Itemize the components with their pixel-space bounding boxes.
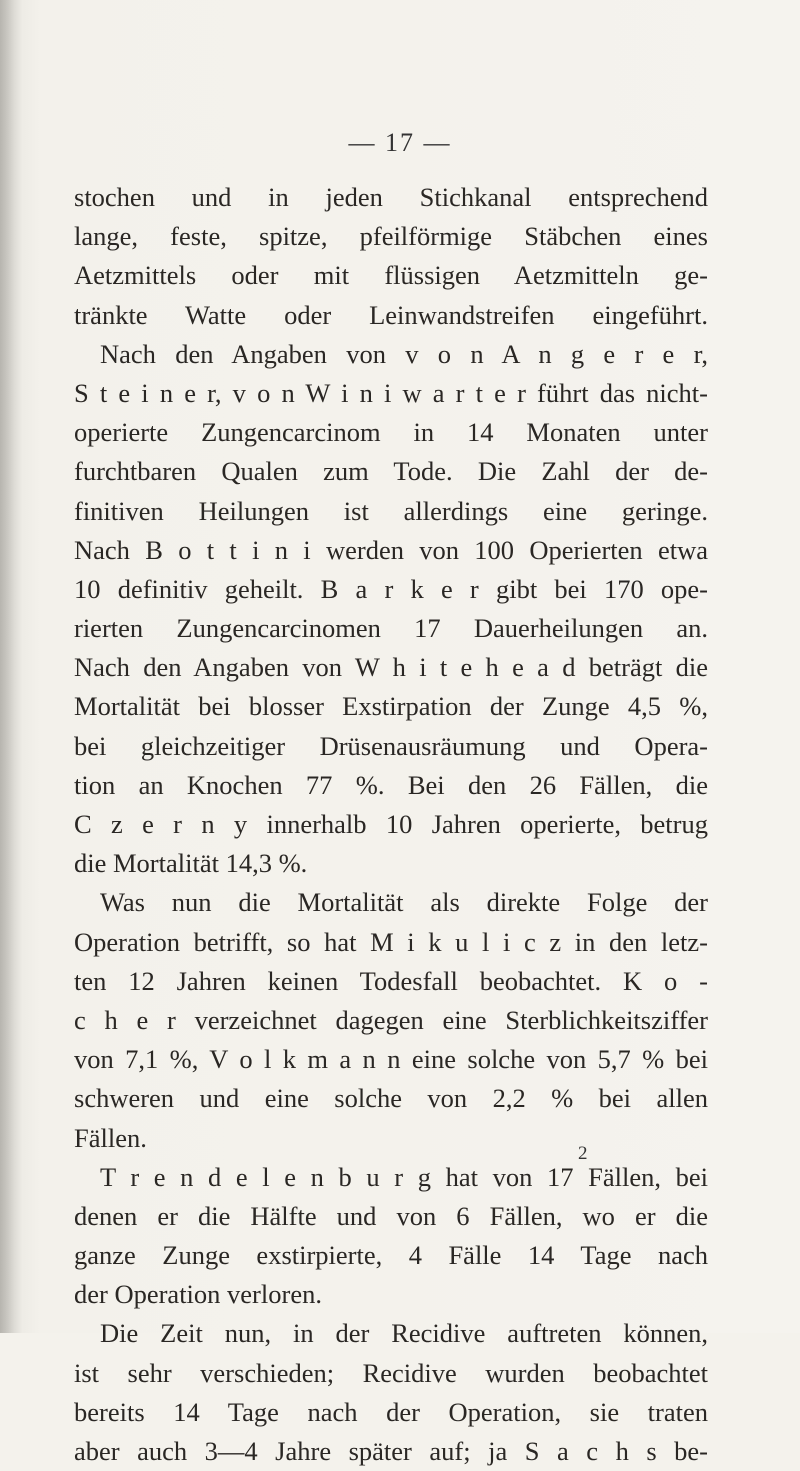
- text-line: der Operation verloren.: [74, 1279, 322, 1310]
- text-line: Nach den Angaben von v o n A n g e r e r,: [100, 338, 708, 369]
- text-line: ist sehr verschieden; Recidive wurden beobachtet: [74, 1357, 708, 1388]
- text-line: Was nun die Mortalität als direkte Folge der: [100, 887, 708, 918]
- text-line: c h e r verzeichnet dagegen eine Sterblichkeitsziffer: [74, 1004, 708, 1035]
- text-line: rierten Zungencarcinomen 17 Dauerheilungen an.: [74, 613, 708, 644]
- binding-edge-shadow: [0, 0, 22, 1333]
- body-text: [74, 178, 708, 1471]
- text-line: bei gleichzeitiger Drüsenausräumung und Opera-: [74, 730, 708, 761]
- text-line: schweren und eine solche von 2,2 % bei allen: [74, 1083, 708, 1114]
- text-line: C z e r n y innerhalb 10 Jahren operierte, betrug: [74, 809, 708, 839]
- text-line: stochen und in jeden Stichkanal entsprechend: [74, 182, 708, 212]
- text-line: furchtbaren Qualen zum Tode. Die Zahl der de-: [74, 456, 708, 487]
- text-line: ten 12 Jahren keinen Todesfall beobachtet. K o -: [74, 965, 708, 996]
- text-line: T r e n d e l e n b u r g hat von 17 Fällen, bei: [100, 1161, 708, 1192]
- text-line: 10 definitiv geheilt. B a r k e r gibt bei 170 ope-: [74, 573, 708, 604]
- text-line: Nach den Angaben von W h i t e h e a d beträgt die: [74, 652, 708, 683]
- text-line: Mortalität bei blosser Exstirpation der Zunge 4,5 %,: [74, 691, 708, 722]
- signature-mark: 2: [578, 1143, 588, 1164]
- text-line: Aetzmittels oder mit flüssigen Aetzmitteln ge-: [74, 260, 708, 291]
- text-line: von 7,1 %, V o l k m a n n eine solche von 5,7 % bei: [74, 1044, 708, 1075]
- text-line: tion an Knochen 77 %. Bei den 26 Fällen, die: [74, 769, 708, 800]
- text-line: die Mortalität 14,3 %.: [74, 848, 308, 879]
- text-line: Nach B o t t i n i werden von 100 Operierten etwa: [74, 534, 708, 565]
- text-line: operierte Zungencarcinom in 14 Monaten unter: [74, 417, 708, 448]
- text-line: ganze Zunge exstirpierte, 4 Fälle 14 Tage nach: [74, 1240, 708, 1271]
- text-line: Die Zeit nun, in der Recidive auftreten können,: [100, 1318, 708, 1349]
- text-line: Fällen.: [74, 1122, 147, 1153]
- text-line: aber auch 3—4 Jahre später auf; ja S a c h s be-: [74, 1436, 708, 1466]
- text-line: lange, feste, spitze, pfeilförmige Stäbchen eines: [74, 221, 708, 252]
- text-line: tränkte Watte oder Leinwandstreifen eingeführt.: [74, 299, 708, 330]
- running-head: — 17 —: [348, 128, 452, 157]
- text-line: denen er die Hälfte und von 6 Fällen, wo er die: [74, 1200, 708, 1231]
- text-line: finitiven Heilungen ist allerdings eine geringe.: [74, 495, 708, 526]
- text-line: S t e i n e r, v o n W i n i w a r t e r führt das nicht-: [74, 377, 708, 408]
- text-line: bereits 14 Tage nach der Operation, sie traten: [74, 1396, 708, 1427]
- text-line: Operation betrifft, so hat M i k u l i c z in den letz-: [74, 926, 708, 957]
